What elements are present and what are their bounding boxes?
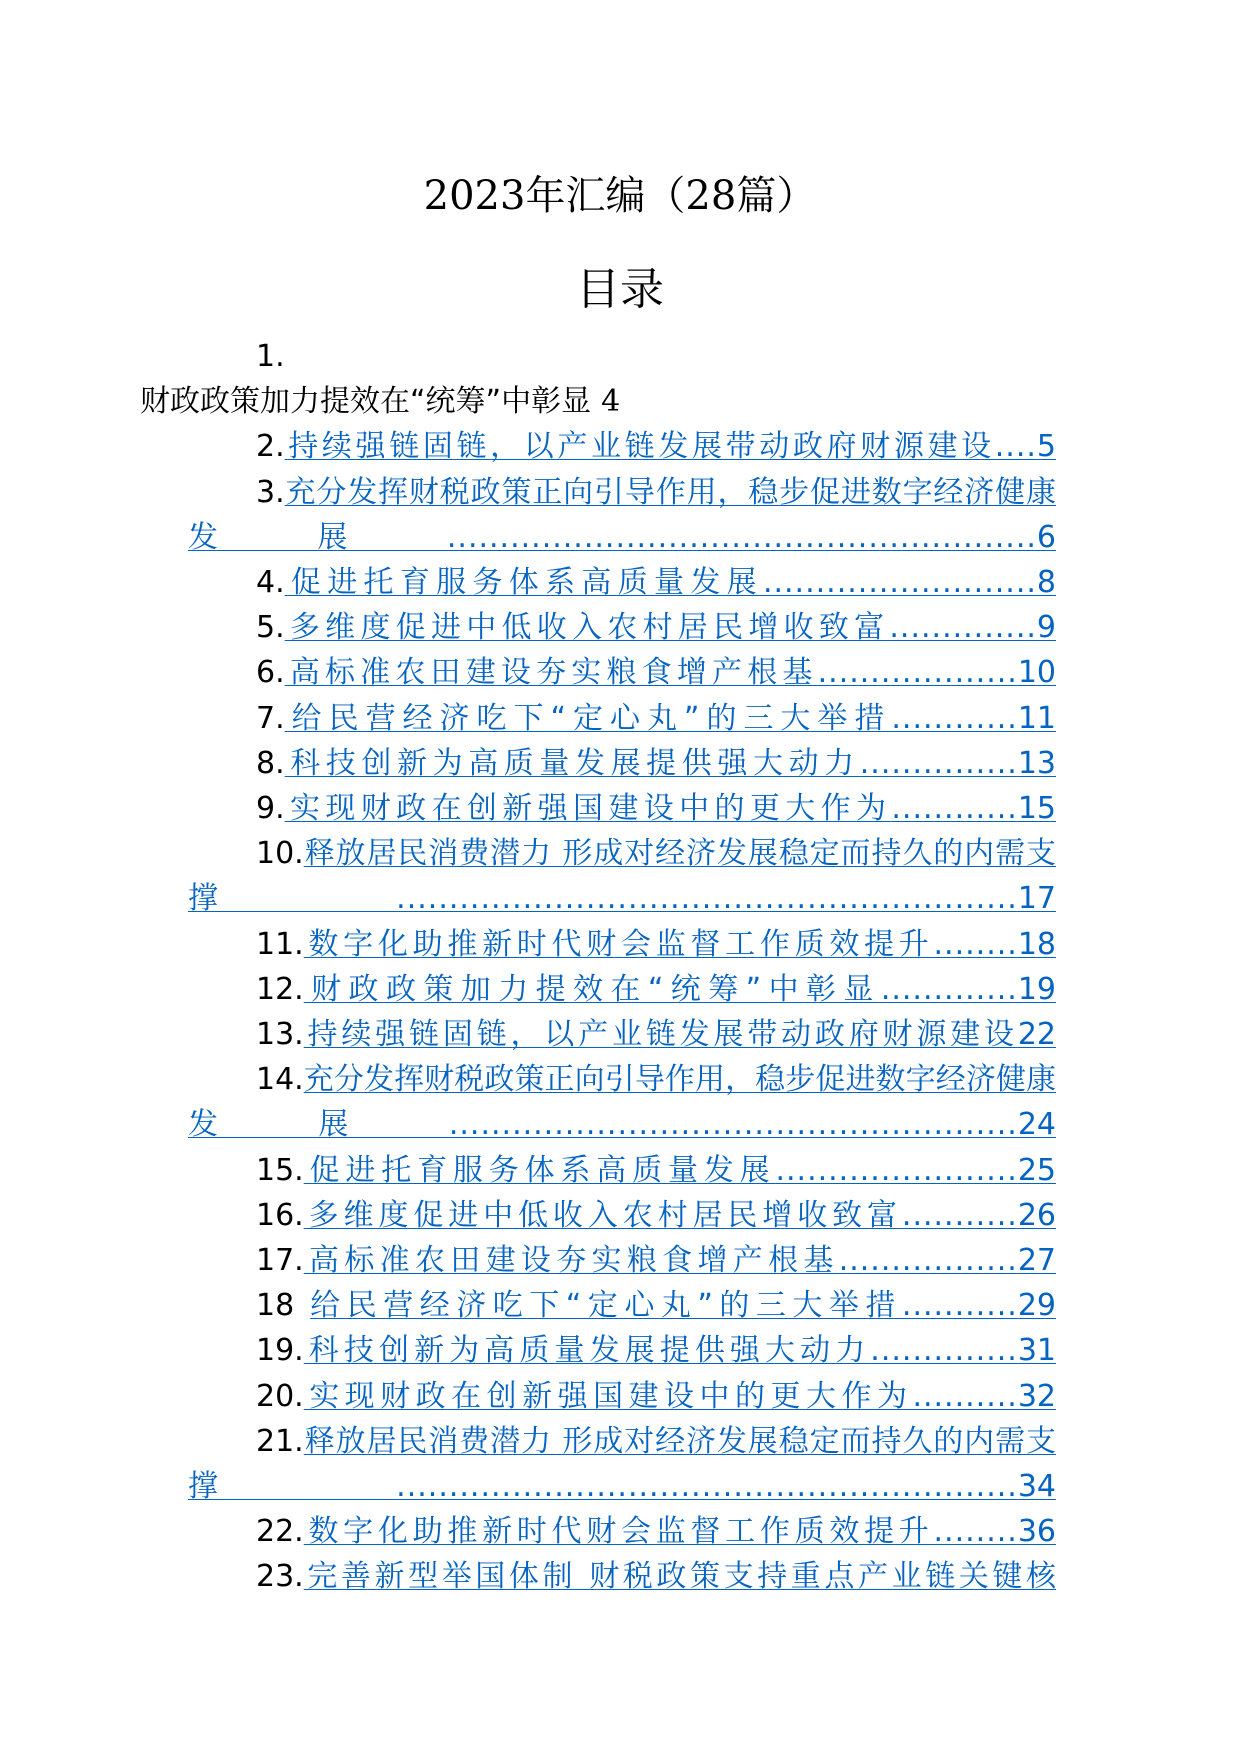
toc-entry-number: 20. <box>256 1378 304 1414</box>
toc-entry-15[interactable] <box>188 1148 1056 1193</box>
toc-entry-number: 21. <box>256 1423 304 1459</box>
toc-entry-number: 1. <box>256 339 285 374</box>
toc-entry-22[interactable] <box>188 1509 1056 1554</box>
toc-entry-page: 4 <box>601 384 621 420</box>
toc-entry-page: 11 <box>1017 700 1056 736</box>
toc-entry-link[interactable]: 充分发挥财税政策正向引导作用，稳步促进数字经济健康发展......................................................24 <box>188 1062 1056 1143</box>
toc-entry-number: 16. <box>256 1197 304 1233</box>
toc-entry-20[interactable] <box>188 1374 1056 1419</box>
toc-entry-link[interactable]: 高标准农田建设夯实粮食增产根基...................10 <box>284 655 1056 691</box>
toc-entry-link[interactable]: 高标准农田建设夯实粮食增产根基.................27 <box>303 1243 1056 1279</box>
toc-entry-page: 36 <box>1017 1514 1056 1550</box>
toc-entry-link[interactable]: 财政政策加力提效在“统筹”中彰显.............19 <box>303 971 1056 1007</box>
toc-entry-link[interactable]: 数字化助推新时代财会监督工作质效提升........18 <box>303 926 1056 962</box>
toc-entry-page: 6 <box>1036 519 1056 555</box>
toc-entry-13[interactable] <box>188 1012 1056 1057</box>
toc-entry-number: 4. <box>256 565 285 601</box>
toc-entry-number: 8. <box>256 745 285 781</box>
toc-entry-page: 34 <box>1017 1469 1056 1505</box>
toc-entry-number: 10. <box>256 836 304 872</box>
toc-entry-link[interactable]: 持续强链固链，以产业链发展带动政府财源建设22 <box>303 1017 1056 1053</box>
toc-entry-link[interactable]: 给民营经济吃下“定心丸”的三大举措............11 <box>284 700 1056 736</box>
toc-entry-link[interactable]: 实现财政在创新强国建设中的更大作为............15 <box>284 791 1056 827</box>
toc-entry-page: 26 <box>1017 1197 1056 1233</box>
toc-entry-link[interactable]: 促进托育服务体系高质量发展..........................8 <box>284 565 1056 601</box>
toc-entry-7[interactable] <box>188 696 1056 741</box>
toc-entry-number: 6. <box>256 655 285 691</box>
table-of-contents <box>140 334 1056 1600</box>
toc-entry-number: 17. <box>256 1243 304 1279</box>
toc-entry-number: 19. <box>256 1333 304 1369</box>
toc-entry-19[interactable] <box>188 1328 1056 1373</box>
toc-entry-link[interactable]: 数字化助推新时代财会监督工作质效提升........36 <box>303 1514 1056 1550</box>
toc-entry-title: 财政政策加力提效在“统筹”中彰显 4 <box>140 384 621 420</box>
toc-entry-17[interactable] <box>188 1238 1056 1283</box>
toc-entry-link[interactable]: 给民营经济吃下“定心丸”的三大举措...........29 <box>310 1288 1056 1324</box>
toc-entry-number: 7. <box>256 700 285 736</box>
toc-entry-link[interactable]: 充分发挥财税政策正向引导作用，稳步促进数字经济健康发展........................................................6 <box>188 474 1056 555</box>
toc-entry-number: 12. <box>256 971 304 1007</box>
toc-entry-number: 3. <box>256 474 285 510</box>
toc-entry-link[interactable]: 科技创新为高质量发展提供强大动力...............13 <box>284 745 1056 781</box>
toc-entry-link[interactable]: 促进托育服务体系高质量发展.......................25 <box>303 1152 1056 1188</box>
toc-entry-page: 10 <box>1017 655 1056 691</box>
toc-entry-23[interactable] <box>188 1554 1056 1599</box>
toc-entry-page: 5 <box>1036 429 1056 465</box>
toc-entry-number: 23. <box>256 1559 304 1595</box>
toc-entry-10[interactable] <box>188 831 1056 921</box>
toc-entry-number: 11. <box>256 926 304 962</box>
toc-entry-link[interactable]: 释放居民消费潜力 形成对经济发展稳定而持久的内需支撑...........................................................17 <box>188 836 1056 917</box>
toc-entry-21[interactable] <box>188 1419 1056 1509</box>
toc-entry-number: 5. <box>256 610 285 646</box>
toc-entry-page: 15 <box>1017 791 1056 827</box>
toc-entry-page: 22 <box>1017 1017 1056 1053</box>
toc-entry-number: 13. <box>256 1017 304 1053</box>
toc-entry-18[interactable] <box>188 1283 1056 1328</box>
toc-entry-3[interactable] <box>188 470 1056 560</box>
toc-entry-link[interactable]: 持续强链固链，以产业链发展带动政府财源建设....5 <box>284 429 1056 465</box>
toc-entry-page: 18 <box>1017 926 1056 962</box>
toc-heading: 目录 <box>576 264 664 315</box>
toc-entry-page: 24 <box>1017 1107 1056 1143</box>
toc-entry-8[interactable] <box>188 741 1056 786</box>
toc-entry-page: 29 <box>1017 1288 1056 1324</box>
toc-entry-link[interactable]: 实现财政在创新强国建设中的更大作为..........32 <box>303 1378 1056 1414</box>
toc-entry-14[interactable] <box>188 1057 1056 1147</box>
toc-entry-page: 25 <box>1017 1152 1056 1188</box>
toc-entry-number: 22. <box>256 1514 304 1550</box>
toc-entry-page: 19 <box>1017 971 1056 1007</box>
toc-entry-link[interactable]: 多维度促进中低收入农村居民增收致富..............9 <box>284 610 1056 646</box>
toc-entry-9[interactable] <box>188 786 1056 831</box>
toc-entry-link[interactable]: 科技创新为高质量发展提供强大动力..............31 <box>303 1333 1056 1369</box>
toc-entry-number: 9. <box>256 791 285 827</box>
toc-entry-number: 14. <box>256 1062 304 1098</box>
toc-entry-page: 27 <box>1017 1243 1056 1279</box>
toc-entry-page: 9 <box>1036 610 1056 646</box>
toc-entry-link[interactable]: 多维度促进中低收入农村居民增收致富...........26 <box>303 1197 1056 1233</box>
toc-entry-16[interactable] <box>188 1193 1056 1238</box>
toc-entry-page: 17 <box>1017 881 1056 917</box>
toc-entry-12[interactable] <box>188 967 1056 1012</box>
document-title: 2023年汇编（28篇） <box>423 173 817 219</box>
toc-entry-11[interactable] <box>188 922 1056 967</box>
toc-entry-6[interactable] <box>188 650 1056 695</box>
toc-entry-4[interactable] <box>188 560 1056 605</box>
toc-entry-2[interactable] <box>188 424 1056 469</box>
toc-entry-number: 15. <box>256 1152 304 1188</box>
toc-entry-link[interactable]: 释放居民消费潜力 形成对经济发展稳定而持久的内需支撑...........................................................34 <box>188 1423 1056 1505</box>
toc-entry-page: 31 <box>1017 1333 1056 1369</box>
toc-entry-5[interactable] <box>188 605 1056 650</box>
toc-entry-number: 2. <box>256 429 285 465</box>
toc-entry-page: 8 <box>1036 565 1056 601</box>
toc-entry-link[interactable]: 完善新型举国体制 财税政策支持重点产业链关键核 <box>303 1559 1056 1595</box>
toc-entry-number: 18 <box>256 1288 295 1324</box>
toc-entry-page: 32 <box>1017 1378 1056 1414</box>
toc-entry-1 <box>140 334 1056 424</box>
toc-entry-page: 13 <box>1017 745 1056 781</box>
